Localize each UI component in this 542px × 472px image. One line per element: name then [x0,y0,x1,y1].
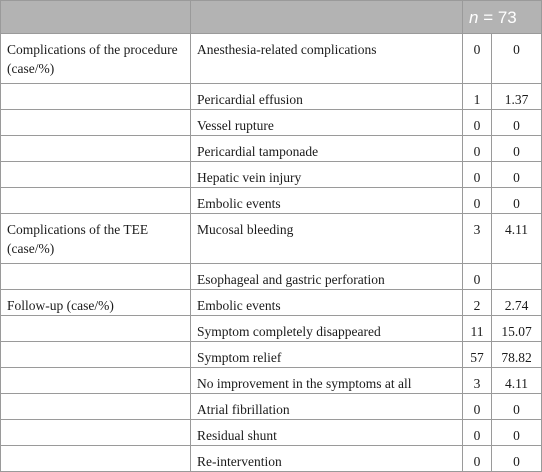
percent-cell: 4.11 [492,214,542,264]
group-cell: Complications of the procedure (case/%) [0,34,191,84]
header-empty-cell [191,0,463,34]
group-cell [0,136,191,162]
item-cell: Symptom completely disappeared [191,316,463,342]
item-cell: Anesthesia-related complications [191,34,463,84]
group-cell [0,84,191,110]
count-cell: 0 [463,162,492,188]
item-cell: Pericardial effusion [191,84,463,110]
percent-cell: 0 [492,446,542,472]
item-cell: Pericardial tamponade [191,136,463,162]
table-row [0,188,542,214]
sample-size-header [463,0,542,34]
item-cell: Symptom relief [191,342,463,368]
group-cell [0,110,191,136]
count-cell: 0 [463,264,492,290]
table-row [0,162,542,188]
count-cell: 1 [463,84,492,110]
percent-cell: 2.74 [492,290,542,316]
table-row [0,446,542,472]
percent-cell: 0 [492,188,542,214]
percent-cell: 0 [492,34,542,84]
count-cell: 3 [463,214,492,264]
count-cell: 2 [463,290,492,316]
count-cell: 0 [463,34,492,84]
table-row [0,110,542,136]
item-cell: No improvement in the symptoms at all [191,368,463,394]
count-cell: 11 [463,316,492,342]
item-cell: Re-intervention [191,446,463,472]
percent-cell: 0 [492,110,542,136]
count-cell: 0 [463,188,492,214]
item-cell: Hepatic vein injury [191,162,463,188]
count-cell: 0 [463,136,492,162]
percent-cell: 78.82 [492,342,542,368]
percent-cell: 4.11 [492,368,542,394]
group-cell [0,446,191,472]
item-cell: Residual shunt [191,420,463,446]
table-row [0,316,542,342]
group-cell [0,420,191,446]
group-cell: Follow-up (case/%) [0,290,191,316]
group-cell [0,342,191,368]
percent-cell: 0 [492,162,542,188]
percent-cell: 0 [492,394,542,420]
table-row [0,290,542,316]
count-cell: 0 [463,446,492,472]
item-cell: Embolic events [191,188,463,214]
percent-cell: 15.07 [492,316,542,342]
item-cell: Mucosal bleeding [191,214,463,264]
count-cell: 57 [463,342,492,368]
group-cell [0,316,191,342]
count-cell: 3 [463,368,492,394]
count-cell: 0 [463,110,492,136]
item-cell: Vessel rupture [191,110,463,136]
group-cell [0,368,191,394]
group-cell: Complications of the TEE (case/%) [0,214,191,264]
percent-cell: 1.37 [492,84,542,110]
n-symbol: n [469,7,479,27]
item-cell: Atrial fibrillation [191,394,463,420]
percent-cell: 0 [492,136,542,162]
group-cell [0,394,191,420]
count-cell: 0 [463,394,492,420]
table-row [0,264,542,290]
item-cell: Esophageal and gastric perforation [191,264,463,290]
table-header-row [0,0,542,34]
item-cell: Embolic events [191,290,463,316]
table-row [0,420,542,446]
table-row [0,214,542,264]
count-cell: 0 [463,420,492,446]
n-value: = 73 [478,7,517,27]
header-empty-cell [0,0,191,34]
table-row [0,342,542,368]
percent-cell [492,264,542,290]
table-row [0,84,542,110]
table-row [0,394,542,420]
group-cell [0,188,191,214]
table-row [0,368,542,394]
percent-cell: 0 [492,420,542,446]
group-cell [0,162,191,188]
table-row [0,136,542,162]
group-cell [0,264,191,290]
table-row [0,34,542,84]
